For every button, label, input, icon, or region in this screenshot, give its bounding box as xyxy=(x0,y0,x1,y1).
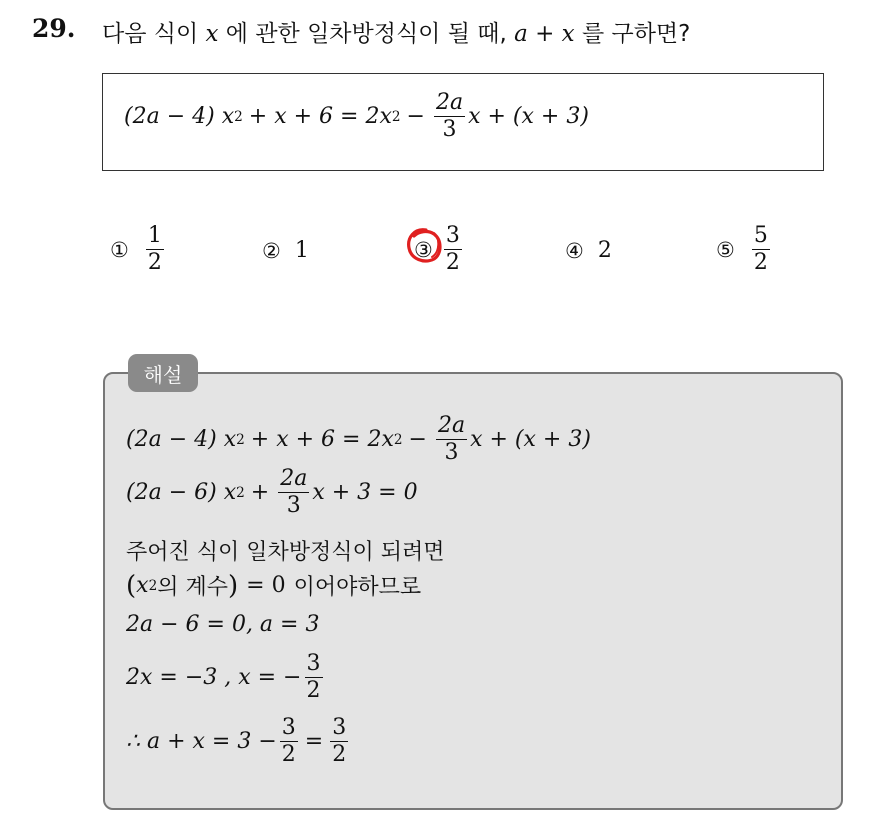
choice-5[interactable] xyxy=(716,224,773,275)
explanation-tag: 해설 xyxy=(128,354,198,392)
explanation-line-7 xyxy=(126,716,351,767)
eq-left: (2a − 4) x xyxy=(124,104,235,130)
choice-5-mark: ⑤ xyxy=(716,237,735,262)
choice-4-value: 2 xyxy=(597,238,612,263)
exp-l4-sup: 2 xyxy=(148,577,158,594)
eq-minus: − xyxy=(406,104,425,130)
choice-3-den: 2 xyxy=(445,250,460,276)
eq-right-sup: 2 xyxy=(391,108,401,125)
exp-l7-a: ∴ a + x = 3 − xyxy=(126,729,277,755)
question-text-post: 를 구하면? xyxy=(581,21,691,47)
choice-4[interactable] xyxy=(565,238,612,263)
choice-1[interactable] xyxy=(110,224,167,275)
question-text-pre: 다음 식이 xyxy=(102,21,199,47)
eq-left-sup: 2 xyxy=(234,108,243,125)
eq-left-rest: + x + 6 = 2x xyxy=(248,104,392,130)
exp-l4-eq: = 0 xyxy=(246,573,286,598)
exp-l1-num: 2a xyxy=(436,414,467,440)
choice-3[interactable] xyxy=(414,224,465,275)
explanation-line-4 xyxy=(126,570,421,601)
exp-l1-a: (2a − 4) x xyxy=(126,427,237,453)
eq-frac-num: 2a xyxy=(434,91,465,117)
exp-l4-mid: 의 계수 xyxy=(157,575,228,600)
exp-l4-x: x xyxy=(136,573,149,598)
question-text xyxy=(102,15,690,48)
exp-l6-a: 2x = −3 , x = − xyxy=(126,665,302,691)
exp-l6-den: 2 xyxy=(306,678,321,704)
exp-l1-den: 3 xyxy=(444,440,459,466)
explanation-line-6 xyxy=(126,652,326,703)
exp-l2-sup: 2 xyxy=(236,484,245,501)
exp-l4-close: ) xyxy=(228,570,239,601)
choice-3-num: 3 xyxy=(444,224,462,250)
exp-l4-tail: 이어야하므로 xyxy=(293,575,422,600)
exp-l1-sup: 2 xyxy=(236,431,245,448)
choice-1-num: 1 xyxy=(146,224,164,250)
exp-l1-sup2: 2 xyxy=(393,431,403,448)
choice-4-mark: ④ xyxy=(565,238,584,263)
explanation-line-3: 주어진 식이 일차방정식이 되려면 xyxy=(126,540,445,565)
equation xyxy=(124,91,589,142)
question-text-mid: 에 관한 일차방정식이 될 때, xyxy=(225,21,507,47)
exp-l1-b: + x + 6 = 2x xyxy=(250,427,394,453)
choice-2[interactable] xyxy=(262,238,309,263)
exp-l7-den2: 2 xyxy=(332,742,347,768)
exp-l2-tail: x + 3 = 0 xyxy=(312,480,418,506)
eq-fraction xyxy=(434,91,465,142)
exp-l7-num1: 3 xyxy=(280,716,298,742)
exp-l2-b: + xyxy=(250,480,270,506)
eq-tail: x + (x + 3) xyxy=(468,104,589,130)
exp-l2-den: 3 xyxy=(286,493,301,519)
explanation-line-5: 2a − 6 = 0, a = 3 xyxy=(126,612,320,637)
explanation-line-1 xyxy=(126,414,591,465)
exp-l7-eq: = xyxy=(304,729,324,755)
choice-5-den: 2 xyxy=(753,250,768,276)
exp-l1-tail: x + (x + 3) xyxy=(470,427,591,453)
choice-1-den: 2 xyxy=(147,250,162,276)
question-expr: a + x xyxy=(514,21,575,47)
choice-2-mark: ② xyxy=(262,238,281,263)
choice-3-mark: ③ xyxy=(414,237,433,262)
choice-1-mark: ① xyxy=(110,237,129,262)
exp-l6-num: 3 xyxy=(305,652,323,678)
exp-l1-minus: − xyxy=(408,427,427,453)
explanation-line-2 xyxy=(126,467,418,518)
question-var-x: x xyxy=(205,21,219,47)
exp-l7-den1: 2 xyxy=(281,742,296,768)
exp-l4-open: ( xyxy=(126,570,137,601)
question-number: 29. xyxy=(32,14,76,43)
choice-5-num: 5 xyxy=(752,224,770,250)
exp-l2-a: (2a − 6) x xyxy=(126,480,237,506)
choice-2-value: 1 xyxy=(294,238,309,263)
exp-l2-num: 2a xyxy=(278,467,309,493)
eq-frac-den: 3 xyxy=(442,117,457,143)
exp-l7-num2: 3 xyxy=(330,716,348,742)
